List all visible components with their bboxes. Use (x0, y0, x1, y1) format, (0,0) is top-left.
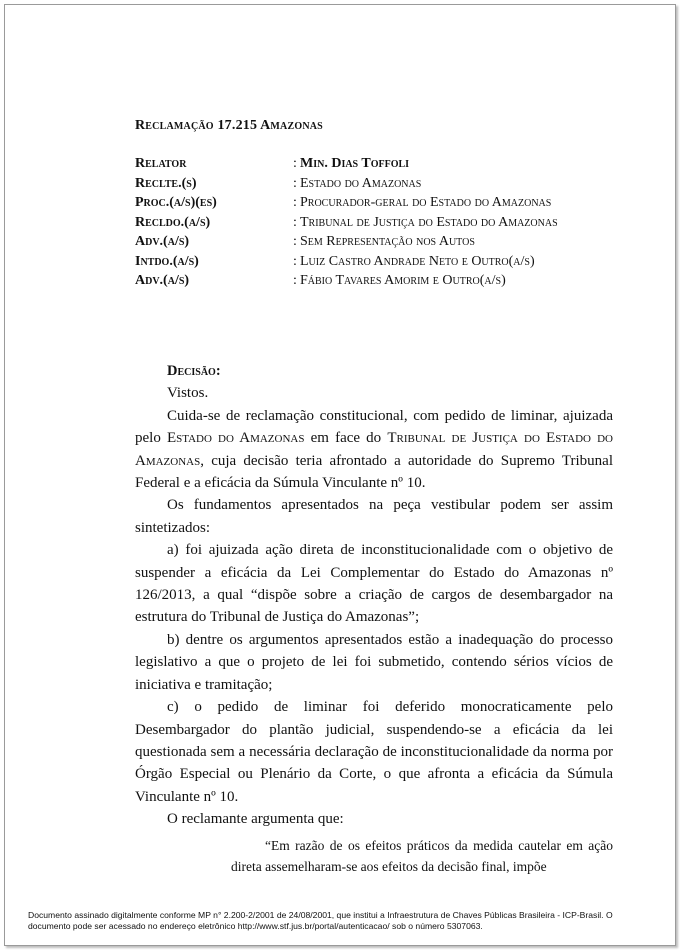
party-row-interessado (135, 252, 611, 272)
case-title: Reclamação 17.215 Amazonas (135, 118, 323, 133)
decision-body (135, 360, 613, 831)
paragraph-5: c) o pedido de liminar foi deferido monocraticamente pelo Desembargador do plantão judicial, suspendendo-se a eficácia da lei questionada sem a necessária declaração de inconstitucionalidade da norma por Órgão Especial ou Plenário da Corte, o que afronta a eficácia da Súmula Vinculante nº 10. (135, 699, 613, 805)
quote-text: “Em razão de os efeitos práticos da medida cautelar em ação direta assemelharam-se aos efeitos da decisão final, impõe (231, 838, 613, 874)
party-colon: : (293, 253, 297, 269)
block-quote (231, 835, 613, 877)
party-row-reclamante (135, 174, 611, 194)
party-colon: : (293, 234, 297, 249)
party-label: Proc.(a/s)(es) (135, 195, 217, 210)
paragraph-1: Cuida-se de reclamação constitucional, com pedido de liminar, ajuizada pelo Estado do Amazonas em face do Tribunal de Justiça do Estado do Amazonas, cuja decisão teria afrontado a autoridade do Supremo Tribunal Federal e a eficácia da Súmula Vinculante nº 10. (135, 407, 613, 492)
party-name-inline: Estado do Amazonas (166, 430, 305, 447)
party-label: Reclte.(s) (135, 175, 197, 191)
decision-heading: Decisão: (167, 363, 221, 379)
party-label: Intdo.(a/s) (135, 253, 199, 269)
party-label: Adv.(a/s) (135, 234, 190, 249)
party-colon: : (293, 175, 297, 191)
party-colon: : (293, 273, 297, 288)
party-colon: : (293, 156, 297, 171)
party-value: Sem Representação nos Autos (300, 234, 475, 249)
party-value: Fábio Tavares Amorim e Outro(a/s) (300, 273, 506, 288)
party-row-relator (135, 154, 611, 174)
paragraph-2: Os fundamentos apresentados na peça vestibular podem ser assim sintetizados: (135, 497, 613, 536)
paragraph-4: b) dentre os argumentos apresentados estão a inadequação do processo legislativo a que o projeto de lei foi submetido, contendo sérios vícios de iniciativa e tramitação; (135, 631, 613, 693)
party-colon: : (293, 195, 297, 210)
party-colon: : (293, 214, 297, 230)
parties-block (135, 154, 611, 291)
party-label: Recldo.(a/s) (135, 214, 211, 230)
party-value: Procurador-geral do Estado do Amazonas (300, 195, 552, 210)
party-row-advogado-interessado (135, 271, 611, 291)
party-row-reclamado (135, 213, 611, 233)
party-row-procurador (135, 193, 611, 213)
party-value: Min. Dias Toffoli (300, 156, 410, 171)
party-name-inline: Tribunal de Justiça do Estado do Amazonas (135, 430, 613, 469)
party-value: Luiz Castro Andrade Neto e Outro(a/s) (300, 253, 535, 269)
paragraph-vistos: Vistos. (167, 385, 209, 402)
paragraph-3: a) foi ajuizada ação direta de inconstitucionalidade com o objetivo de suspender a eficácia da Lei Complementar do Estado do Amazonas nº 126/2013, a qual “dispõe sobre a criação de cargos de desembargador na estrutura do Tribunal de Justiça do Amazonas”; (135, 542, 613, 626)
party-label: Adv.(a/s) (135, 273, 190, 288)
party-row-advogado (135, 232, 611, 252)
document-page (4, 4, 676, 946)
signature-footer: Documento assinado digitalmente conforme MP n° 2.200-2/2001 de 24/08/2001, que institui a Infraestrutura de Chaves Públicas Brasileira - ICP-Brasil. O documento pode ser acessado no endereço eletrônico http://www.stf.jus.br/portal/autenticacao/ sob o número 5307063. (28, 910, 613, 931)
party-value: Estado do Amazonas (300, 175, 422, 191)
paragraph-6: O reclamante argumenta que: (167, 811, 344, 828)
party-value: Tribunal de Justiça do Estado do Amazonas (300, 214, 558, 230)
party-label: Relator (135, 156, 187, 171)
